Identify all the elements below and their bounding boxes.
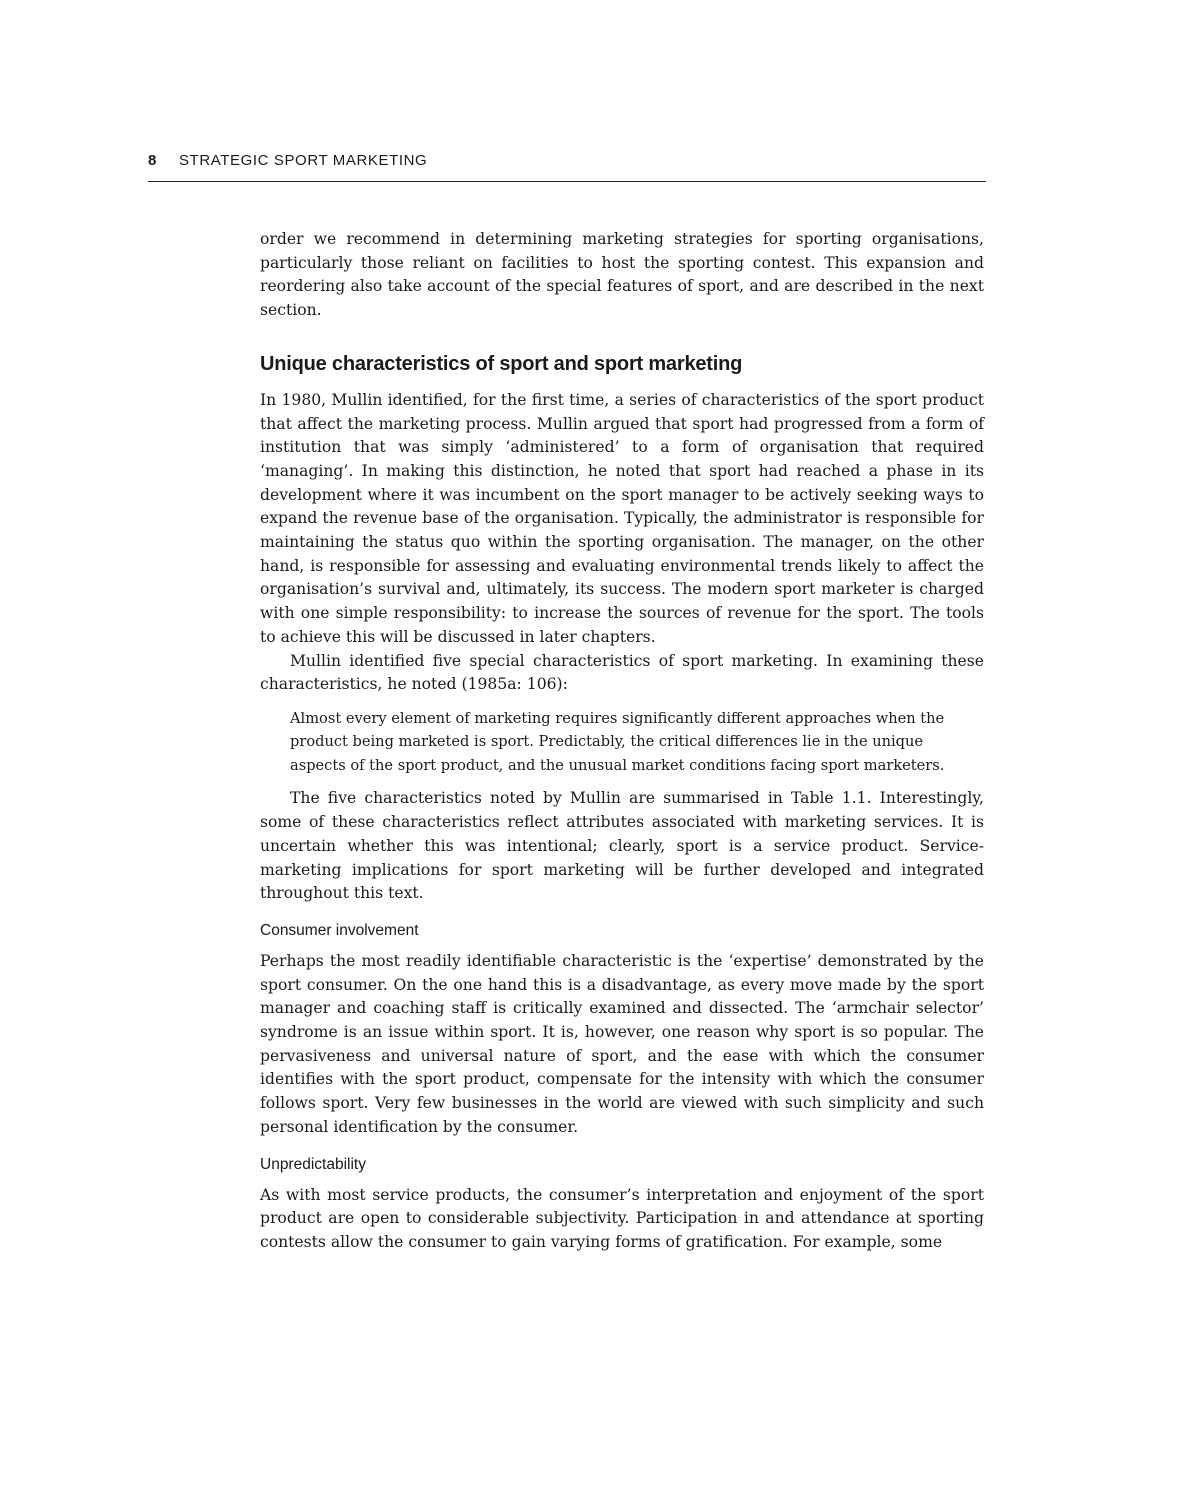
subheading-consumer-involvement: Consumer involvement <box>260 921 419 939</box>
paragraph-mullin-1980: In 1980, Mullin identified, for the first time, a series of characteristics of the sport product that affect the marketing process. Mullin argued that sport had progressed from a form of institution that was simply ‘administered’ to a form of organisation that required ‘managing’. In making this distinction, he noted that sport had reached a phase in its development where it was incumbent on the sport manager to be actively seeking ways to expand the revenue base of the organisation. Typically, the administrator is responsible for maintaining the status quo within the sporting organisation. The manager, on the other hand, is responsible for assessing and evaluating environmental trends likely to affect the organisation’s survival and, ultimately, its success. The modern sport marketer is charged with one simple responsibility: to increase the sources of revenue for the sport. The tools to achieve this will be discussed in later chapters. <box>260 390 984 646</box>
section-heading: Unique characteristics of sport and sport marketing <box>260 352 743 375</box>
page-number: 8 <box>148 152 157 169</box>
paragraph-consumer-involvement: Perhaps the most readily identifiable characteristic is the ‘expertise’ demonstrated by the sport consumer. On the one hand this is a disadvantage, as every move made by the sport manager and coaching staff is critically examined and dissected. The ‘armchair selector’ syndrome is an issue within sport. It is, however, one reason why sport is so popular. The pervasiveness and universal nature of sport, and the ease with which the consumer identifies with the sport product, compensate for the intensity with which the consumer follows sport. Very few businesses in the world are viewed with such simplicity and such personal identification by the consumer. <box>260 951 984 1136</box>
paragraph-unpredictability: As with most service products, the consumer’s interpretation and enjoyment of the sport product are open to considerable subjectivity. Participation in and attendance at sporting contests allow the consumer to gain varying forms of gratification. For example, some <box>260 1185 984 1251</box>
paragraph-intro: order we recommend in determining marketing strategies for sporting organisations, particularly those reliant on facilities to host the sporting contest. This expansion and reordering also take account of the special features of sport, and are described in the next section. <box>260 230 984 320</box>
running-header <box>148 152 986 182</box>
subheading-unpredictability: Unpredictability <box>260 1155 366 1173</box>
block-quote: Almost every element of marketing requires significantly different approaches when the product being marketed is sport. Predictably, the critical differences lie in the unique aspects of the sport product, and the unusual market conditions facing sport marketers. <box>290 709 945 774</box>
paragraph-table-summary: The five characteristics noted by Mullin are summarised in Table 1.1. Interestingly, some of these characteristics reflect attributes associated with marketing services. It is uncertain whether this was intentional; clearly, sport is a service product. Service-marketing implications for sport marketing will be further developed and integrated throughout this text. <box>260 789 984 903</box>
running-title: STRATEGIC SPORT MARKETING <box>178 152 428 169</box>
page-body <box>260 228 984 1255</box>
paragraph-five-characteristics: Mullin identified five special characteristics of sport marketing. In examining these characteristics, he noted (1985a: 106): <box>260 651 984 694</box>
